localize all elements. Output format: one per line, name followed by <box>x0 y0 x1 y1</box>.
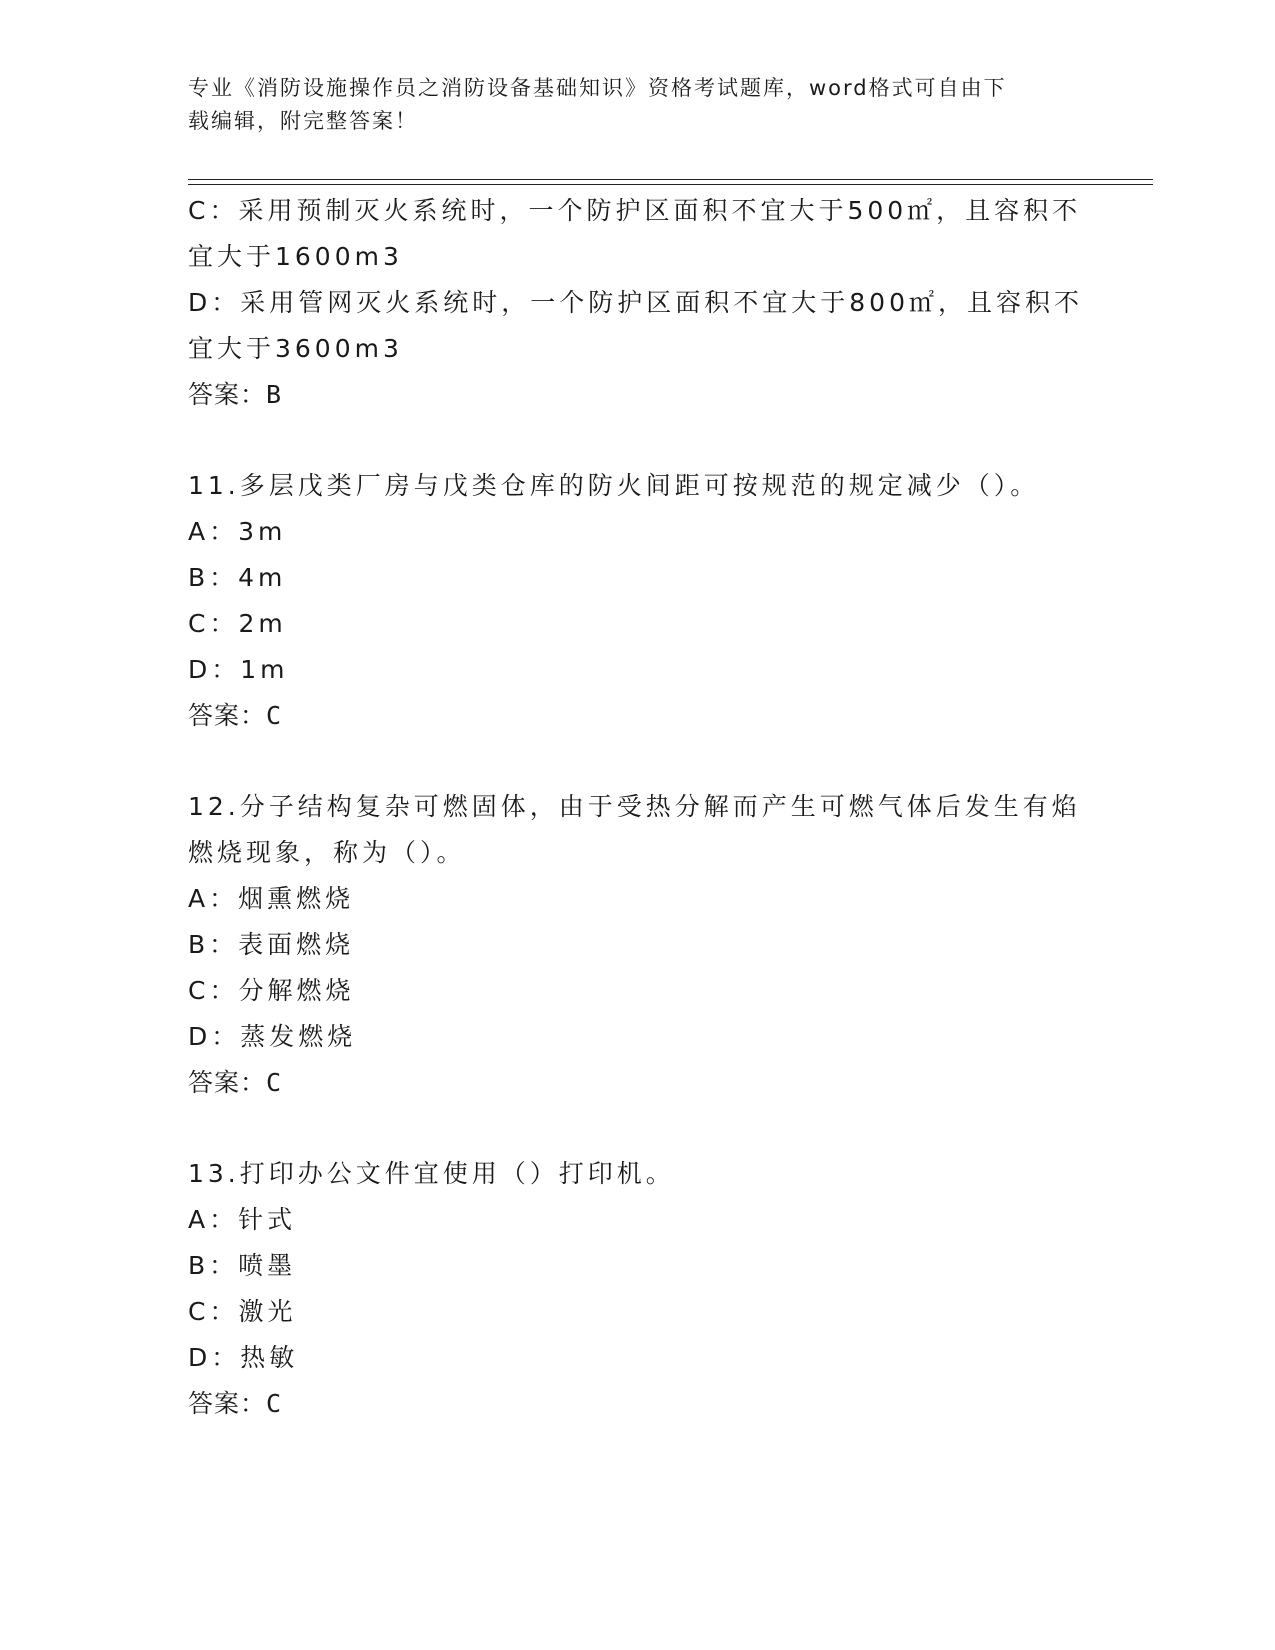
question-13 <box>188 1151 1088 1427</box>
header-divider-bottom <box>188 184 1153 185</box>
document-header: 专业《消防设施操作员之消防设备基础知识》资格考试题库，word格式可自由下 载编辑，附完整答案！ <box>188 76 1007 133</box>
spacer <box>188 418 1088 463</box>
option-c: C：分解燃烧 <box>188 976 355 1005</box>
option-d-line2: 宜大于3600m3 <box>188 334 403 363</box>
option-c: C：2m <box>188 609 287 638</box>
document-body <box>188 188 1088 1427</box>
option-c-line1: C：采用预制灭火系统时，一个防护区面积不宜大于500㎡，且容积不 <box>188 196 1082 225</box>
answer: 答案：C <box>188 1068 283 1097</box>
option-a: A：3m <box>188 517 287 546</box>
question-11 <box>188 463 1088 739</box>
header-divider-top <box>188 179 1153 180</box>
answer: 答案：B <box>188 380 283 409</box>
question-stem: 13.打印办公文件宜使用（）打印机。 <box>188 1159 675 1188</box>
answer: 答案：C <box>188 701 283 730</box>
question-12 <box>188 784 1088 1106</box>
spacer <box>188 1106 1088 1151</box>
option-d: D：蒸发燃烧 <box>188 1022 357 1051</box>
question-stem: 11.多层戊类厂房与戊类仓库的防火间距可按规范的规定减少（）。 <box>188 471 1040 500</box>
option-c-line2: 宜大于1600m3 <box>188 242 403 271</box>
option-a: A：针式 <box>188 1205 297 1234</box>
option-b: B：表面燃烧 <box>188 930 355 959</box>
option-b: B：喷墨 <box>188 1251 297 1280</box>
question-stem-line2: 燃烧现象，称为（）。 <box>188 838 466 867</box>
option-d-line1: D：采用管网灭火系统时，一个防护区面积不宜大于800㎡，且容积不 <box>188 288 1083 317</box>
option-d: D：1m <box>188 655 289 684</box>
spacer <box>188 739 1088 784</box>
option-c: C：激光 <box>188 1297 297 1326</box>
answer: 答案：C <box>188 1389 283 1418</box>
question-stem-line1: 12.分子结构复杂可燃固体，由于受热分解而产生可燃气体后发生有焰 <box>188 792 1081 821</box>
option-a: A：烟熏燃烧 <box>188 884 355 913</box>
option-b: B：4m <box>188 563 287 592</box>
option-d: D：热敏 <box>188 1343 299 1372</box>
question-10-continued <box>188 188 1088 418</box>
